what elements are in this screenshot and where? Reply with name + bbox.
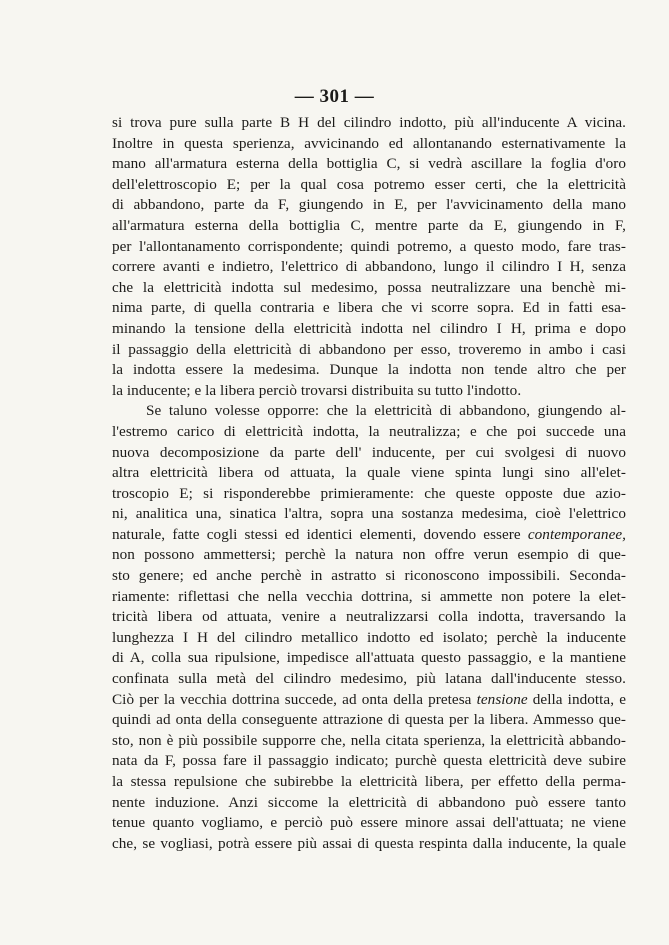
body-text bbox=[112, 113, 626, 854]
text-line: riamente: riflettasi che nella vecchia dottrina, si ammette non potere la elet- bbox=[112, 587, 626, 605]
text-line: nente induzione. Anzi siccome la elettricità di abbandono può essere tanto bbox=[112, 793, 626, 811]
text-line-part: naturale, fatte cogli stessi ed identici elementi, dovendo essere bbox=[112, 525, 528, 543]
paragraph-2 bbox=[112, 401, 626, 854]
italic-word: tensione bbox=[476, 690, 528, 708]
text-line: per l'allontanamento corrispondente; quindi potremo, a questo modo, fare tras- bbox=[112, 237, 626, 255]
text-line: quindi ad onta della conseguente attrazione di questa per la libera. Ammesso que- bbox=[112, 711, 626, 729]
text-line: di abbandono, parte da F, giungendo in E, per l'avvicinamento della mano bbox=[112, 196, 626, 214]
text-line: troscopio E; si risponderebbe primieramente: che queste opposte due azio- bbox=[112, 484, 626, 502]
text-line: correre avanti e indietro, l'elettrico di abbandono, lungo il cilindro I H, senza bbox=[112, 258, 626, 276]
text-line: non possono ammettersi; perchè la natura non offre verun esempio di que- bbox=[112, 546, 626, 564]
text-line: di A, colla sua ripulsione, impedisce all'attuata questo passaggio, e la mantiene bbox=[112, 649, 626, 667]
text-line: nata da F, possa fare il passaggio indicato; purchè questa elettricità deve subire bbox=[112, 752, 626, 770]
text-line-part: Ciò per la vecchia dottrina succede, ad onta della pretesa bbox=[112, 690, 477, 708]
text-line: Se taluno volesse opporre: che la elettricità di abbandono, giungendo al- bbox=[146, 402, 626, 420]
text-line: la inducente; e la libera perciò trovarsi distribuita su tutto l'indotto. bbox=[112, 381, 522, 399]
text-line-part: della indotta, e bbox=[527, 690, 626, 708]
text-line: la indotta essere la medesima. Dunque la indotta non tende altro che per bbox=[112, 361, 626, 379]
text-line: confinata sulla metà del cilindro medesimo, più latana dall'inducente stesso. bbox=[112, 670, 626, 688]
text-line: tricità libera od attuata, venire a neutralizzarsi colla indotta, traversando la bbox=[112, 608, 626, 626]
text-line: altra elettricità libera od attuata, la quale viene spinta lungi sino all'elet- bbox=[112, 464, 626, 482]
text-line bbox=[112, 525, 626, 546]
text-line: minando la tensione della elettricità indotta nel cilindro I H, prima e dopo bbox=[112, 319, 626, 337]
text-line: si trova pure sulla parte B H del cilindro indotto, più all'inducente A vicina. bbox=[112, 114, 626, 131]
text-line: la stessa repulsione che subirebbe la elettricità libera, per effetto della perma- bbox=[112, 773, 626, 790]
text-line: che la elettricità indotta sul medesimo, possa neutralizzare una benchè mi- bbox=[112, 278, 626, 296]
text-line: nima parte, di quella contraria e libera che vi scorre sopra. Ed in fatti esa- bbox=[112, 299, 626, 317]
paragraph-1 bbox=[112, 113, 626, 401]
text-line: dell'elettroscopio E; per la qual cosa potremo esser certi, che la elettricità bbox=[112, 175, 626, 193]
text-line: il passaggio della elettricità di abbandono per esso, troveremo in ambo i casi bbox=[112, 340, 626, 358]
text-line: tenue quanto vogliamo, e perciò può essere minore assai dell'attuata; ne viene bbox=[112, 814, 626, 832]
text-line: l'estremo carico di elettricità indotta, la neutralizza; e che poi succede una bbox=[112, 422, 626, 440]
text-line: che, se vogliasi, potrà essere più assai di questa respinta dalla inducente, la quale bbox=[112, 834, 626, 852]
italic-word: contemporanee, bbox=[527, 525, 626, 543]
page-number: — 301 — bbox=[294, 86, 375, 107]
text-line: sto, non è più possibile supporre che, nella citata sperienza, la elettricità abbando- bbox=[112, 731, 626, 749]
text-line: Inoltre in questa sperienza, avvicinando ed allontanando esternativamente la bbox=[112, 134, 626, 152]
text-line bbox=[112, 690, 626, 711]
text-line: ni, analitica una, sinatica l'altra, sopra una sostanza medesima, cioè l'elettrico bbox=[112, 505, 626, 523]
text-line: lunghezza I H del cilindro metallico indotto ed isolato; perchè la inducente bbox=[112, 628, 626, 646]
text-line: mano all'armatura esterna della bottiglia C, si vedrà ascillare la foglia d'oro bbox=[112, 155, 626, 173]
text-line: sto genere; ed anche perchè in astratto si riconoscono impossibili. Seconda- bbox=[112, 567, 626, 585]
text-line: all'armatura esterna della bottiglia C, mentre parte da E, giungendo in F, bbox=[112, 216, 626, 234]
text-line: nuova decomposizione da parte dell' inducente, per cui svolgesi di nuovo bbox=[112, 443, 626, 461]
